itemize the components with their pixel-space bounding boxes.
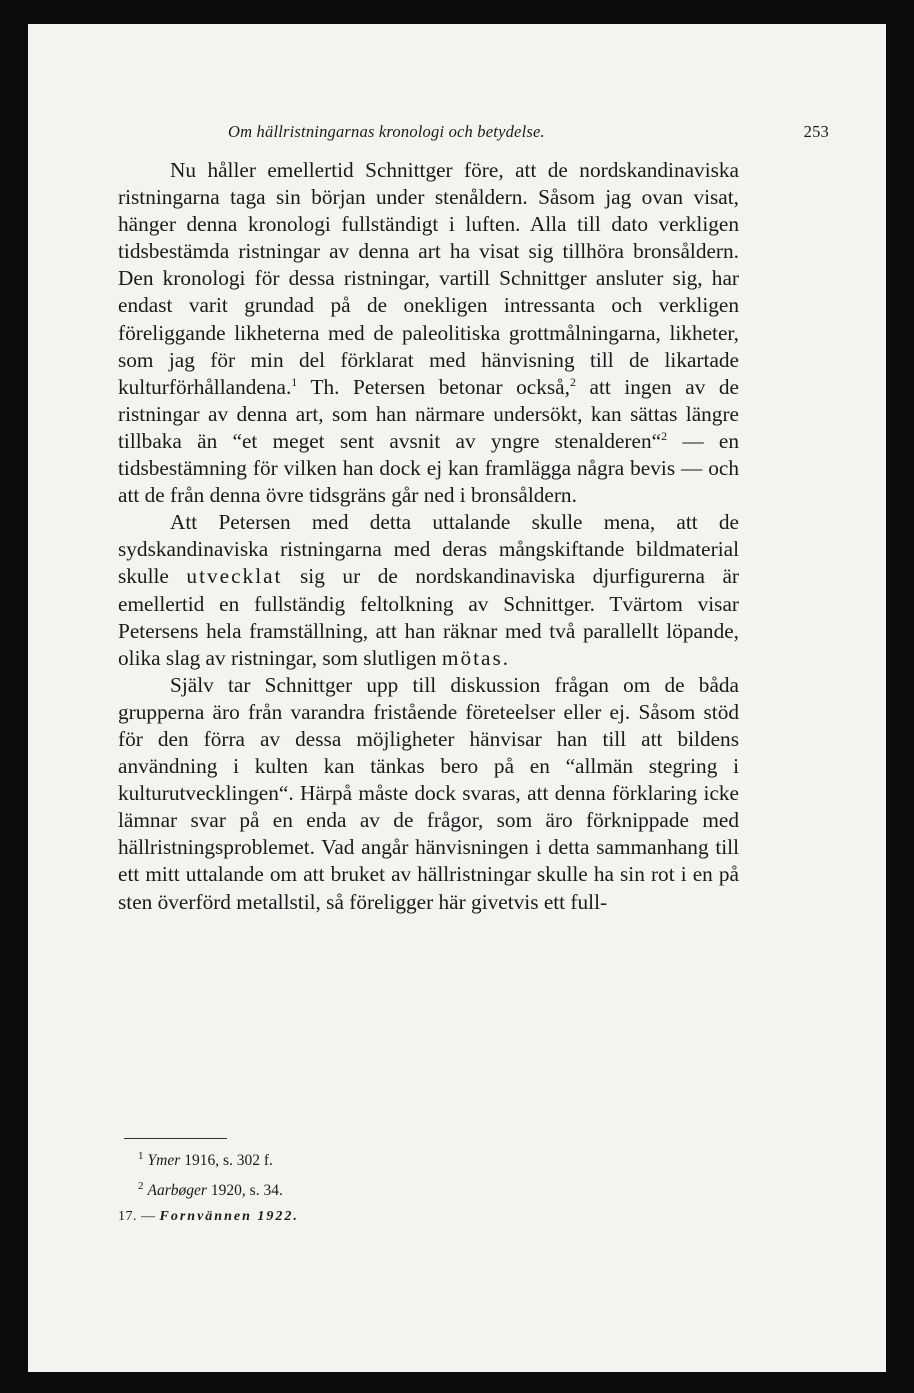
emphasis-text: utvecklat <box>186 564 283 589</box>
footnote-rule <box>124 1138 227 1139</box>
footnote-number: 1 <box>138 1150 144 1162</box>
paragraph-text: Själv tar Schnittger upp till diskussion frågan om de båda grupperna äro från varandra fristående företeelser eller ej. Såsom stöd för den förra av dessa möjligheter hänvisar han till att bildens användning i kulten kan tänkas bero på en “allmän stegring i kulturutvecklingen“. Härpå måste dock svaras, att denna förklaring icke lämnar svar på en enda av de frågor, som äro förknippade med hällristningsproblemet. Vad angår hänvisningen i detta sammanhang till ett mitt uttalande om att bruket av hällristningar skulle ha sin rot i en på sten överförd metallstil, så föreligger här givetvis ett full- <box>118 672 739 914</box>
paragraph-text: Nu håller emellertid Schnittger före, att de nordskandinaviska ristningarna taga sin början under stenåldern. Såsom jag ovan visat, hänger denna kronologi fullständigt i luften. Alla till dato verkligen tidsbestämda ristningar av denna art ha visat sig tillhöra bronsåldern. Den kronologi för dessa ristningar, vartill Schnittger ansluter sig, har endast varit grundad på de onekligen intressanta och verkligen föreliggande likheterna med de paleolitiska grottmålningarna, likheter, som jag för min del förklarat med hänvisning till de likartade kulturförhållandena. <box>118 158 739 399</box>
footnote-ref: 2 <box>569 374 576 389</box>
paragraph-text: Th. Petersen betonar också, <box>297 374 570 399</box>
running-title: Om hällristningarnas kronologi och betydelse. <box>228 122 545 141</box>
footnote-text: 1920, s. 34. <box>210 1182 283 1199</box>
paragraph <box>118 509 739 672</box>
paragraph-text: . <box>502 645 509 670</box>
paragraph-text: sig ur de nordskandinaviska djurfigurerna är emellertid en fullständig feltolkning av Schnittger. Tvärtom visar Petersens hela framställning, att han räknar med två parallellt löpande, olika slag av ristningar, som slutligen <box>118 564 739 670</box>
footnote-ref: 2 <box>661 428 668 443</box>
page <box>28 24 886 1372</box>
page-number: 253 <box>803 122 829 141</box>
running-header <box>228 122 829 142</box>
footnote-text: 1916, s. 302 f. <box>184 1152 273 1169</box>
footnote-source: Ymer <box>147 1152 181 1169</box>
body-text <box>118 157 739 916</box>
paragraph-text: Att Petersen med detta uttalande skulle mena, att de sydskandinaviska ristningarna med deras mångskiftande bildmaterial skulle <box>118 510 739 589</box>
paragraph-text: — en tidsbestämning för vilken han dock ej kan framlägga några bevis — och att de från denna övre tidsgräns går ned i bronsåldern. <box>118 428 739 508</box>
journal-name: Fornvännen 1922. <box>159 1209 299 1224</box>
paragraph <box>118 672 739 916</box>
sheet-mark: 17. — <box>118 1209 156 1224</box>
paragraph-text: att ingen av de ristningar av denna art, som han närmare undersökt, kan sättas längre tillbaka än “et meget sent avsnit av yngre stenalderen“ <box>118 374 739 453</box>
signature-line <box>118 1209 299 1225</box>
emphasis-text: mötas <box>441 645 503 670</box>
footnote-ref: 1 <box>291 374 298 389</box>
footnote <box>138 1150 273 1170</box>
paragraph <box>118 157 739 509</box>
footnote <box>138 1180 283 1200</box>
footnote-number: 2 <box>138 1180 144 1192</box>
footnote-source: Aarbøger <box>147 1182 207 1199</box>
